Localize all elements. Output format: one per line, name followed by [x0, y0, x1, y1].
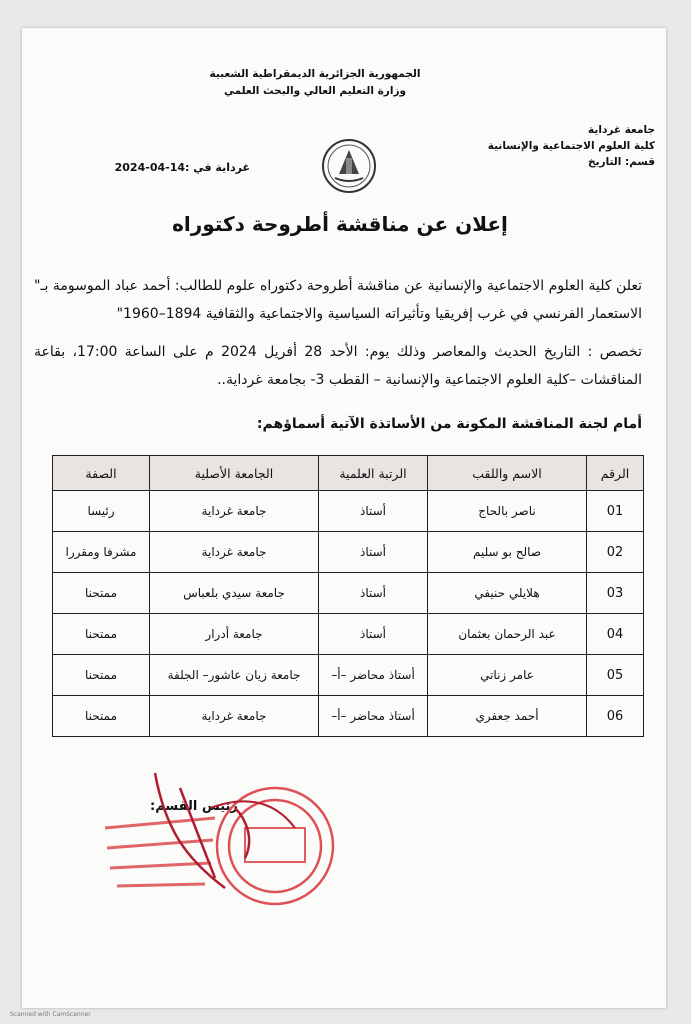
university-logo-icon	[321, 138, 377, 194]
table-header-row	[53, 456, 644, 491]
cell-name: أحمد جعفري	[428, 696, 587, 737]
committee-table	[52, 455, 644, 737]
header-rank: الرتبة العلمية	[319, 456, 428, 491]
table-row	[53, 614, 644, 655]
cell-role: ممتحنا	[53, 614, 150, 655]
ministry-line: وزارة التعليم العالي والبحث العلمي	[223, 85, 407, 97]
table-row	[53, 696, 644, 737]
department-line: قسم: التاريخ	[588, 156, 655, 168]
cell-name: ناصر بالحاج	[428, 491, 587, 532]
cell-university: جامعة غرداية	[150, 696, 319, 737]
header-institution	[435, 122, 655, 170]
cell-number: 04	[587, 614, 644, 655]
committee-intro: أمام لجنة المناقشة المكونة من الأساتذة الآتية أسماؤهم:	[256, 416, 642, 432]
table-row	[53, 655, 644, 696]
cell-number: 05	[587, 655, 644, 696]
cell-rank: أستاذ	[319, 573, 428, 614]
header-national	[200, 66, 430, 100]
cell-university: جامعة غرداية	[150, 491, 319, 532]
header-university: الجامعة الأصلية	[150, 456, 319, 491]
cell-name: هلايلي حنيفي	[428, 573, 587, 614]
header-number: الرقم	[587, 456, 644, 491]
cell-university: جامعة أدرار	[150, 614, 319, 655]
scanner-watermark: Scanned with CamScanner	[10, 1011, 91, 1018]
cell-university: جامعة غرداية	[150, 532, 319, 573]
specialty-paragraph: تخصص : التاريخ الحديث والمعاصر وذلك يوم: الأحد 28 أفريل 2024 م على الساعة 17:00، بقاعة المناقشات –كلية العلوم الاجتماعية والإنسانية – القطب 3- بجامعة غرداية..	[34, 344, 642, 388]
cell-rank: أستاذ	[319, 491, 428, 532]
header-role: الصفة	[53, 456, 150, 491]
header-name: الاسم واللقب	[428, 456, 587, 491]
cell-number: 06	[587, 696, 644, 737]
cell-rank: أستاذ محاضر –أ–	[319, 655, 428, 696]
official-stamp-icon	[95, 768, 345, 918]
faculty-line: كلية العلوم الاجتماعية والإنسانية	[487, 140, 655, 152]
cell-university: جامعة زيان عاشور– الجلفة	[150, 655, 319, 696]
table-row	[53, 491, 644, 532]
cell-number: 01	[587, 491, 644, 532]
university-line: جامعة غرداية	[588, 124, 655, 136]
announcement-title: إعلان عن مناقشة أطروحة دكتوراه	[172, 212, 508, 236]
cell-role: رئيسا	[53, 491, 150, 532]
announcement-paragraph: تعلن كلية العلوم الاجتماعية والإنسانية عن مناقشة أطروحة دكتوراه علوم للطالب: أحمد عباد الموسومة بـ" الاستعمار الفرنسي في غرب إفريقيا وتأثيراته السياسية والاجتماعية والثقافية 1894–1960"	[34, 278, 642, 322]
table-row	[53, 532, 644, 573]
cell-name: عامر زناتي	[428, 655, 587, 696]
cell-rank: أستاذ محاضر –أ–	[319, 696, 428, 737]
cell-role: ممتحنا	[53, 696, 150, 737]
department-head-label: رئيس القسم:	[150, 799, 238, 814]
cell-number: 02	[587, 532, 644, 573]
document-date: غرداية في :14-04-2024	[114, 161, 250, 174]
cell-university: جامعة سيدي بلعباس	[150, 573, 319, 614]
cell-rank: أستاذ	[319, 532, 428, 573]
cell-name: صالح بو سليم	[428, 532, 587, 573]
table-row	[53, 573, 644, 614]
republic-line: الجمهورية الجزائرية الديمقراطية الشعبية	[209, 68, 421, 80]
cell-rank: أستاذ	[319, 614, 428, 655]
cell-role: ممتحنا	[53, 655, 150, 696]
cell-role: مشرفا ومقررا	[53, 532, 150, 573]
cell-name: عبد الرحمان بعثمان	[428, 614, 587, 655]
cell-role: ممتحنا	[53, 573, 150, 614]
cell-number: 03	[587, 573, 644, 614]
